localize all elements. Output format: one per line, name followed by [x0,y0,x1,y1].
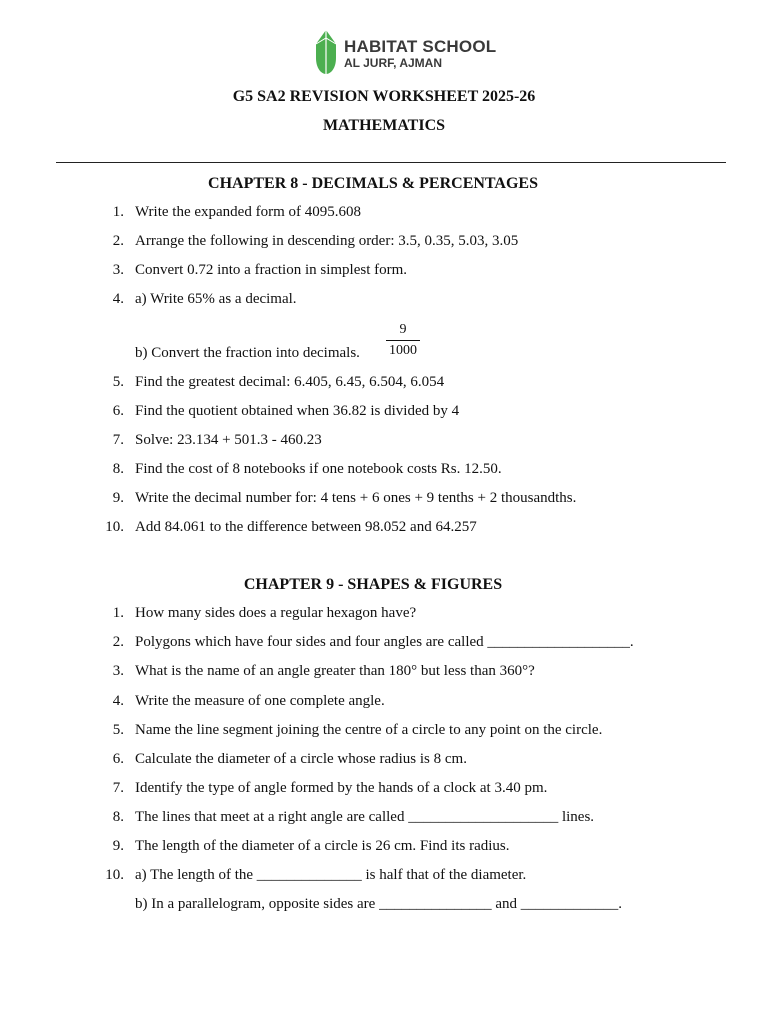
question-number: 7. [112,780,124,796]
question-number: 3. [112,262,124,278]
school-name: HABITAT SCHOOL [344,37,497,56]
question-number: 9. [112,490,124,506]
question-number: 2. [112,634,124,650]
question-number: 1. [112,605,124,621]
question-number: 3. [112,663,124,679]
question-number: 5. [112,722,124,738]
question-text: Solve: 23.134 + 501.3 - 460.23 [135,432,322,448]
question-number: 5. [112,374,124,390]
chapter-8-heading: CHAPTER 8 - DECIMALS & PERCENTAGES [208,175,538,192]
fraction [386,322,420,359]
question-text: Calculate the diameter of a circle whose radius is 8 cm. [135,751,467,767]
question-text: Write the decimal number for: 4 tens + 6 ones + 9 tenths + 2 thousandths. [135,490,577,506]
divider [56,162,726,163]
question-text: Name the line segment joining the centre of a circle to any point on the circle. [135,722,603,738]
leaf-logo-icon [314,28,338,76]
question-number: 9. [112,838,124,854]
question-text: Find the cost of 8 notebooks if one notebook costs Rs. 12.50. [135,461,502,477]
question-text: Add 84.061 to the difference between 98.052 and 64.257 [135,519,477,535]
question-text: The length of the diameter of a circle is 26 cm. Find its radius. [135,838,510,854]
question-text: a) Write 65% as a decimal. [135,291,297,307]
question-number: 7. [112,432,124,448]
question-text: Arrange the following in descending order: 3.5, 0.35, 5.03, 3.05 [135,233,519,249]
question-text: Polygons which have four sides and four angles are called ___________________. [135,634,634,650]
question-number: 1. [112,204,124,220]
question-text: The lines that meet at a right angle are called ____________________ lines. [135,809,595,825]
question-text: Write the measure of one complete angle. [135,693,385,709]
worksheet-title: G5 SA2 REVISION WORKSHEET 2025-26 [232,88,536,105]
school-logo [314,28,496,76]
question-text: Convert 0.72 into a fraction in simplest form. [135,262,408,278]
fraction-denominator: 1000 [389,343,417,358]
question-text: Find the greatest decimal: 6.405, 6.45, 6.504, 6.054 [135,374,445,390]
question-number: 6. [112,403,124,419]
header [0,28,768,78]
question-text: Identify the type of angle formed by the hands of a clock at 3.40 pm. [135,780,548,796]
chapter-9-heading: CHAPTER 9 - SHAPES & FIGURES [243,576,503,593]
subject-title: MATHEMATICS [322,117,446,134]
question-text: What is the name of an angle greater than 180° but less than 360°? [135,663,535,679]
school-location: AL JURF, AJMAN [344,56,443,70]
question-text: b) Convert the fraction into decimals. [135,345,360,361]
question-number: 8. [112,809,124,825]
question-number: 8. [112,461,124,477]
question-number: 10. [105,519,124,535]
question-number: 6. [112,751,124,767]
question-text: b) In a parallelogram, opposite sides are _______________ and _____________. [135,896,622,912]
question-text: Write the expanded form of 4095.608 [135,204,361,220]
fraction-numerator: 9 [399,322,407,337]
fraction-bar [386,340,420,341]
question-text: Find the quotient obtained when 36.82 is divided by 4 [135,403,460,419]
question-number: 2. [112,233,124,249]
question-text: a) The length of the ______________ is half that of the diameter. [135,867,527,883]
question-number: 10. [105,867,124,883]
question-number: 4. [112,291,124,307]
question-number: 4. [112,693,124,709]
question-text: How many sides does a regular hexagon have? [135,605,417,621]
